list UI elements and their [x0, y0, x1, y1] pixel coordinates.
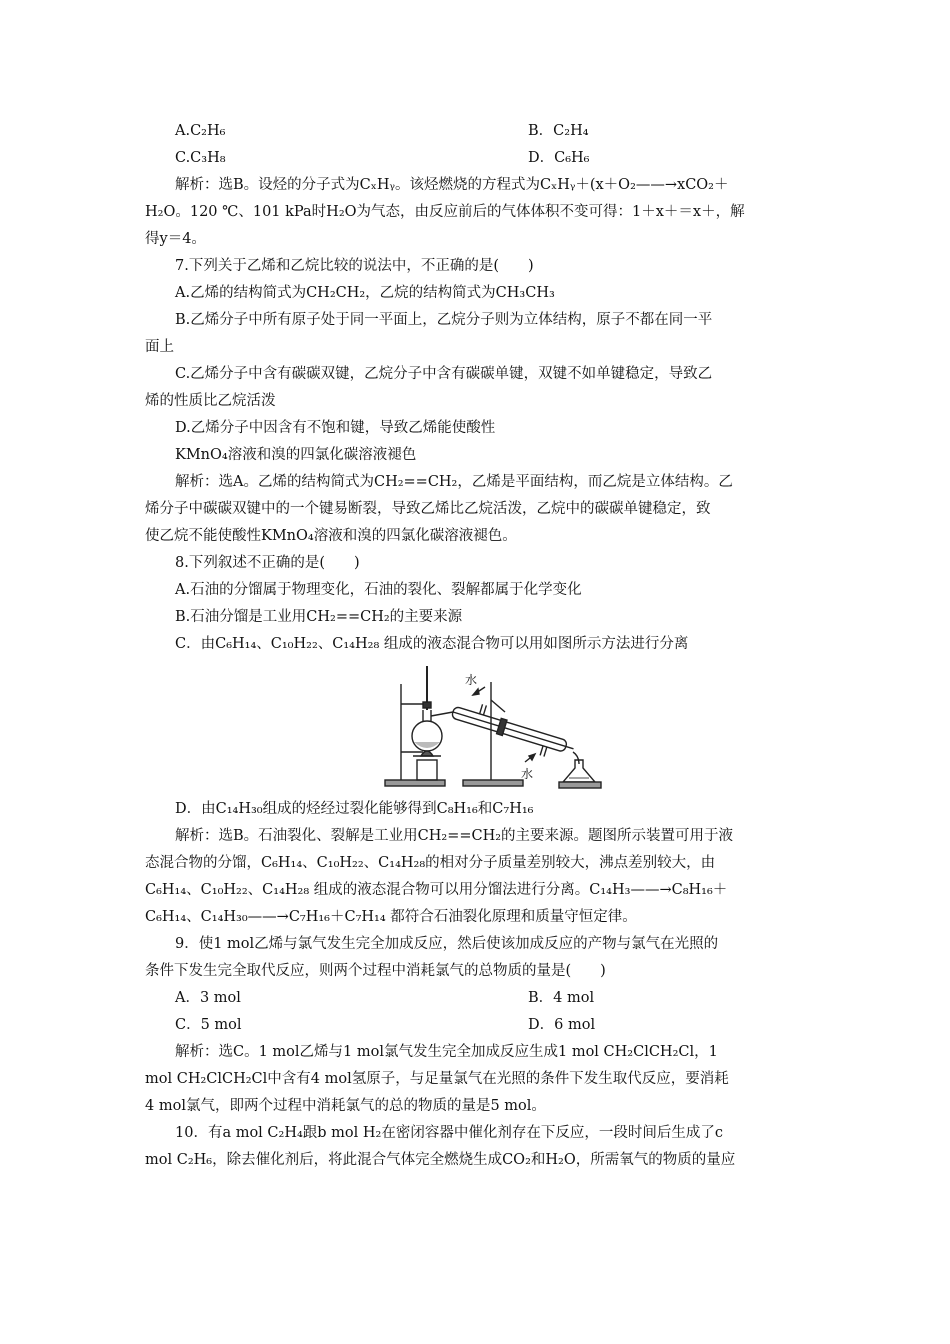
q8-analysis-line: 解析：选B。石油裂化、裂解是工业用CH₂==CH₂的主要来源。题图所示装置可用于液	[175, 828, 734, 844]
q9-analysis-line: 4 mol氯气，即两个过程中消耗氯气的总的物质的量是5 mol。	[145, 1098, 546, 1114]
q6-option-a: A.C₂H₆	[175, 123, 226, 139]
q9-stem-cont: 条件下发生完全取代反应，则两个过程中消耗氯气的总物质的量是( )	[145, 963, 606, 979]
q6-options-row-2	[145, 145, 810, 172]
q9-analysis-line: 解析：选C。1 mol乙烯与1 mol氯气发生完全加成反应生成1 mol CH₂ClCH₂Cl，1	[175, 1044, 718, 1060]
water-inlet-label: 水	[465, 673, 478, 687]
q6-analysis-line: 得y＝4。	[145, 231, 206, 247]
q7-option-c-cont: 烯的性质比乙烷活泼	[145, 393, 276, 409]
q7-stem: 7.下列关于乙烯和乙烷比较的说法中，不正确的是( )	[175, 258, 534, 274]
q7-option-b-cont: 面上	[145, 339, 174, 355]
q8-analysis-line: C₆H₁₄、C₁₀H₂₂、C₁₄H₂₈ 组成的液态混合物可以用分馏法进行分离。C₁₄H₃——→C₈H₁₆＋	[145, 882, 728, 898]
q9-option-c: C．5 mol	[175, 1017, 242, 1033]
q8-option-d: D．由C₁₄H₃₀组成的烃经过裂化能够得到C₈H₁₆和C₇H₁₆	[175, 801, 534, 817]
q6-option-b: B．C₂H₄	[528, 123, 589, 139]
q8-option-c: C．由C₆H₁₄、C₁₀H₂₂、C₁₄H₂₈ 组成的液态混合物可以用如图所示方法进行分离	[175, 636, 689, 652]
q7-option-d: D.乙烯分子中因含有不饱和键，导致乙烯能使酸性	[175, 420, 496, 436]
q9-options-row-2	[145, 1012, 810, 1039]
q7-option-a: A.乙烯的结构简式为CH₂CH₂，乙烷的结构简式为CH₃CH₃	[175, 285, 555, 301]
document-page	[145, 118, 810, 1174]
q7-analysis-line: 烯分子中碳碳双键中的一个键易断裂，导致乙烯比乙烷活泼，乙烷中的碳碳单键稳定，致	[145, 501, 711, 517]
q9-stem: 9．使1 mol乙烯与氯气发生完全加成反应，然后使该加成反应的产物与氯气在光照的	[175, 936, 719, 952]
q8-stem: 8.下列叙述不正确的是( )	[175, 555, 360, 571]
q6-option-c: C.C₃H₈	[175, 150, 226, 166]
distillation-apparatus-icon	[383, 662, 603, 792]
q9-option-a: A．3 mol	[175, 990, 241, 1006]
q8-option-a: A.石油的分馏属于物理变化，石油的裂化、裂解都属于化学变化	[175, 582, 582, 598]
q6-analysis-line: H₂O。120 ℃、101 kPa时H₂O为气态，由反应前后的气体体积不变可得：1＋x＋＝x＋，解	[145, 204, 745, 220]
q7-option-b: B.乙烯分子中所有原子处于同一平面上，乙烷分子则为立体结构，原子不都在同一平	[175, 312, 713, 328]
distillation-apparatus-figure	[145, 658, 810, 796]
q7-option-c: C.乙烯分子中含有碳碳双键，乙烷分子中含有碳碳单键，双键不如单键稳定，导致乙	[175, 366, 713, 382]
q8-analysis-line: C₆H₁₄、C₁₄H₃₀——→C₇H₁₆＋C₇H₁₄ 都符合石油裂化原理和质量守恒定律。	[145, 909, 637, 925]
q7-analysis-line: 使乙烷不能使酸性KMnO₄溶液和溴的四氯化碳溶液褪色。	[145, 528, 517, 544]
water-outlet-label: 水	[521, 767, 534, 781]
q7-analysis-line: 解析：选A。乙烯的结构简式为CH₂==CH₂，乙烯是平面结构，而乙烷是立体结构。乙	[175, 474, 733, 490]
q6-option-d: D．C₆H₆	[528, 150, 590, 166]
q9-option-d: D．6 mol	[528, 1017, 596, 1033]
q7-option-d-cont: KMnO₄溶液和溴的四氯化碳溶液褪色	[175, 447, 417, 463]
q6-options-row-1	[145, 118, 810, 145]
q10-stem-cont: mol C₂H₆，除去催化剂后，将此混合气体完全燃烧生成CO₂和H₂O，所需氧气的物质的量应	[145, 1152, 736, 1168]
q10-stem: 10．有a mol C₂H₄跟b mol H₂在密闭容器中催化剂存在下反应，一段时间后生成了c	[175, 1125, 723, 1141]
q9-option-b: B．4 mol	[528, 990, 595, 1006]
q9-analysis-line: mol CH₂ClCH₂Cl中含有4 mol氢原子，与足量氯气在光照的条件下发生取代反应，要消耗	[145, 1071, 729, 1087]
q8-option-b: B.石油分馏是工业用CH₂==CH₂的主要来源	[175, 609, 463, 625]
q6-analysis-line: 解析：选B。设烃的分子式为CₓHᵧ。该烃燃烧的方程式为CₓHᵧ＋(x＋O₂——→xCO₂＋	[175, 177, 729, 193]
q8-analysis-line: 态混合物的分馏，C₆H₁₄、C₁₀H₂₂、C₁₄H₂₈的相对分子质量差别较大，沸点差别较大，由	[145, 855, 716, 871]
q9-options-row-1	[145, 985, 810, 1012]
